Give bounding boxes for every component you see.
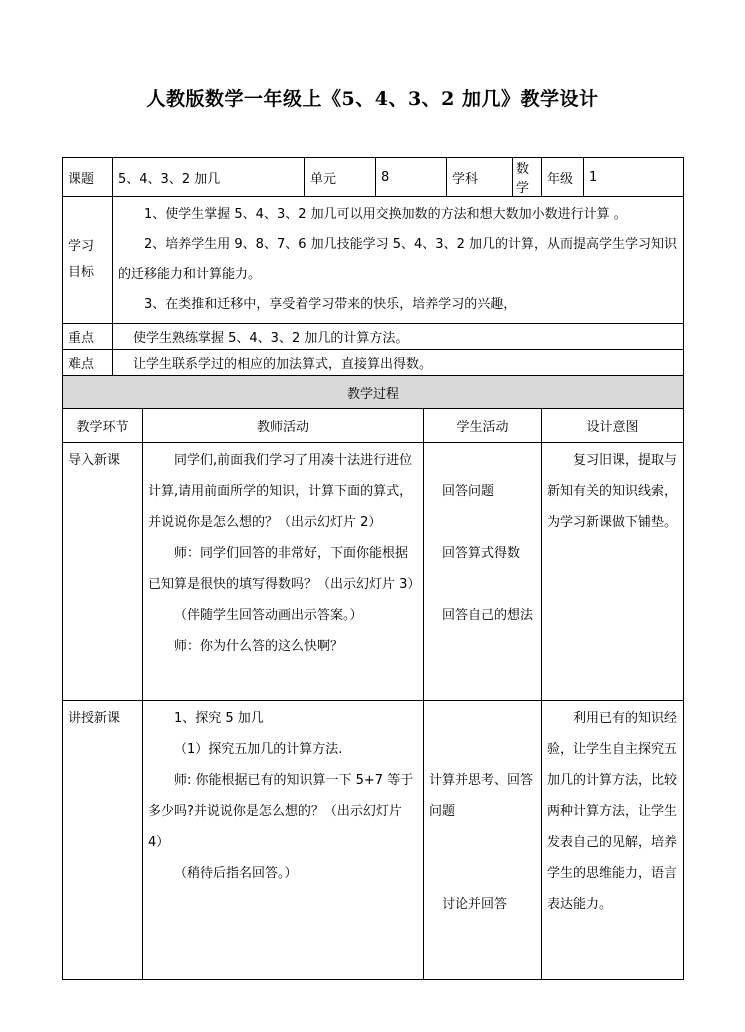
info-row <box>63 158 684 197</box>
stage-teach-text: 讲授新课 <box>68 711 121 726</box>
goals-label <box>63 197 113 324</box>
goals-row <box>63 197 684 324</box>
grade-label: 年级 <box>542 158 584 197</box>
subject-label: 学科 <box>447 158 513 197</box>
design-teach <box>542 701 684 980</box>
teacher-teach-p3: 师: 你能根据已有的知识算一下 5+7 等于多少吗?并说说你是怎么想的？（出示幻灯片 4） <box>148 773 414 850</box>
teacher-intro-p1: 同学们,前面我们学习了用凑十法进行进位计算,请用前面所学的知识，计算下面的算式，并说说你是怎么想的？（出示幻灯片 2） <box>148 453 413 530</box>
document-title: 人教版数学一年级上《5、4、3、2 加几》教学设计 <box>146 88 599 110</box>
header-teacher: 教师活动 <box>143 409 424 443</box>
unit-value: 8 <box>376 158 447 197</box>
header-stage: 教学环节 <box>63 409 143 443</box>
process-header-row <box>63 409 684 443</box>
stage-intro <box>63 443 143 701</box>
goal-item-1: 1、使学生掌握 5、4、3、2 加几可以用交换加数的方法和想大数加小数进行计算 。 <box>144 207 627 222</box>
grade-value: 1 <box>584 158 684 197</box>
process-title-row <box>63 376 684 409</box>
difficulty-value: 让学生联系学过的相应的加法算式，直接算出得数。 <box>113 350 684 376</box>
goal-item-2: 2、培养学生用 9、8、7、6 加几技能学习 5、4、3、2 加几的计算，从而提高学生学习知识的迁移能力和计算能力。 <box>118 237 677 282</box>
difficulty-label: 难点 <box>63 350 113 376</box>
student-intro-3: 回答自己的想法 <box>442 608 534 623</box>
difficulty-row <box>63 350 684 376</box>
teacher-intro-p2: 师：同学们回答的非常好，下面你能根据已知算是很快的填写得数吗？（出示幻灯片 3） <box>148 546 421 592</box>
goals-content <box>113 197 684 324</box>
student-intro-1: 回答问题 <box>442 484 495 499</box>
student-teach-2: 讨论并回答 <box>442 897 508 912</box>
subject-value: 数学 <box>513 158 542 197</box>
student-intro-2: 回答算式得数 <box>442 546 521 561</box>
student-teach-1: 计算并思考、回答问题 <box>429 773 534 819</box>
teacher-intro <box>143 443 424 701</box>
stage-teach <box>63 701 143 980</box>
key-point-value: 使学生熟练掌握 5、4、3、2 加几的计算方法。 <box>113 324 684 350</box>
teacher-intro-p4: 师：你为什么答的这么快啊？ <box>174 639 344 654</box>
header-design: 设计意图 <box>542 409 684 443</box>
design-intro-text: 复习旧课，提取与新知有关的知识线索，为学习新课做下铺垫。 <box>547 453 678 530</box>
unit-label: 单元 <box>305 158 376 197</box>
teacher-teach-p4: （稍待后指名回答。） <box>174 866 298 881</box>
teacher-teach-p2: （1）探究五加几的计算方法. <box>174 742 343 757</box>
design-teach-text: 利用已有的知识经验，让学生自主探究五加几的计算方法，比较两种计算方法，让学生发表自己的见解，培养学生的思维能力，语言表达能力。 <box>547 711 678 912</box>
student-teach <box>424 701 542 980</box>
design-intro <box>542 443 684 701</box>
teacher-teach-p1: 1、探究 5 加几 <box>174 711 264 726</box>
lesson-plan-table <box>62 157 684 980</box>
goals-label-text: 学习目标 <box>68 239 95 280</box>
process-row-teach <box>63 701 684 980</box>
student-intro <box>424 443 542 701</box>
key-point-row <box>63 324 684 350</box>
stage-intro-text: 导入新课 <box>68 453 121 468</box>
goal-item-3: 3、在类推和迁移中，享受着学习带来的快乐，培养学习的兴趣， <box>144 297 517 312</box>
teacher-teach <box>143 701 424 980</box>
teacher-intro-p3: （伴随学生回答动画出示答案。） <box>174 608 363 623</box>
topic-label: 课题 <box>63 158 113 197</box>
key-point-label: 重点 <box>63 324 113 350</box>
process-title: 教学过程 <box>63 376 684 409</box>
header-student: 学生活动 <box>424 409 542 443</box>
topic-value: 5、4、3、2 加几 <box>113 158 305 197</box>
process-row-intro <box>63 443 684 701</box>
